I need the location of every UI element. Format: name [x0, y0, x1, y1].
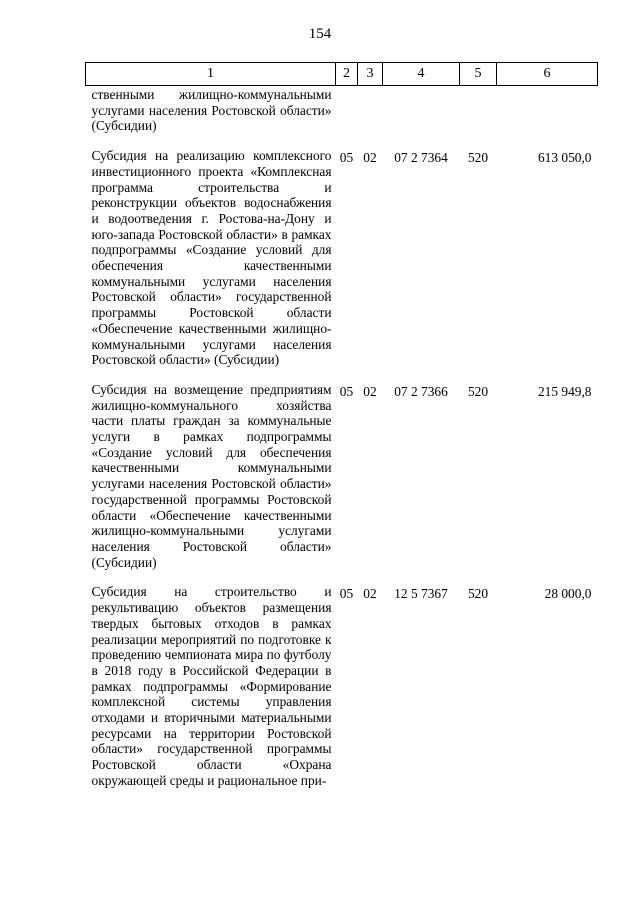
header-col-6: 6 — [497, 63, 598, 86]
row-subsection: 02 — [363, 150, 377, 166]
row-section: 05 — [339, 150, 354, 166]
row-expense-type: 520 — [467, 383, 489, 399]
header-row — [86, 63, 598, 86]
row-amount: 215 949,8 — [537, 383, 592, 399]
row-expense-type — [460, 86, 497, 148]
row-amount — [497, 86, 598, 148]
row-amount: 613 050,0 — [537, 150, 592, 166]
table-header — [86, 63, 598, 86]
row-description: Субсидия на возмещение предприятиям жилищно-коммунального хозяйства части платы граждан за коммунальные услуги в рамках подпрограммы «Создание условий для обеспечения качественными коммунальными услугами населения Ростовской области» государственной программы Ростовской области «Обеспечение качественными жилищно-коммунальными услугами населения Ростовской области» (Субсидии) — [91, 381, 332, 570]
table-row — [86, 86, 598, 148]
table-row — [86, 381, 598, 583]
header-col-2: 2 — [336, 63, 358, 86]
row-subsection — [358, 86, 383, 148]
row-amount: 28 000,0 — [544, 586, 592, 602]
row-expense-type: 520 — [467, 586, 489, 602]
row-section — [336, 86, 358, 148]
row-section: 05 — [339, 383, 354, 399]
row-expense-type: 520 — [467, 150, 489, 166]
table-row — [86, 583, 598, 788]
table-body — [86, 86, 598, 789]
page-number: 154 — [308, 26, 332, 42]
row-section: 05 — [339, 586, 354, 602]
header-col-4: 4 — [383, 63, 460, 86]
row-target-article: 12 5 7367 — [394, 586, 448, 602]
table-row — [86, 147, 598, 381]
budget-table — [85, 62, 598, 789]
row-target-article: 07 2 7364 — [394, 150, 448, 166]
row-subsection: 02 — [363, 383, 377, 399]
row-subsection: 02 — [363, 586, 377, 602]
row-description: Субсидия на реализацию комплексного инвестиционного проекта «Комплексная программа строительства и реконструкции объектов водоснабжения и водоотведения г. Ростова-на-Дону и юго-запада Ростовской области» в рамках подпрограммы «Создание условий для обеспечения качественными коммунальными услугами населения Ростовской области» государственной программы Ростовской области «Обеспечение качественными жилищно-коммунальными услугами населения Ростовской области» (Субсидии) — [91, 148, 332, 368]
row-target-article: 07 2 7366 — [394, 383, 448, 399]
row-description: Субсидия на строительство и рекультивацию объектов размещения твердых бытовых отходов в рамках реализации мероприятий по подготовке к проведению чемпионата мира по футболу в 2018 году в Российской Федерации в рамках подпрограммы «Формирование комплексной системы управления отходами и вторичными материальными ресурсами на территории Ростовской области» государственной программы Ростовской области «Охрана окружающей среды и рациональное при- — [91, 584, 332, 788]
header-col-5: 5 — [460, 63, 497, 86]
header-col-1: 1 — [86, 63, 336, 86]
row-target-article — [383, 86, 460, 148]
header-col-3: 3 — [358, 63, 383, 86]
row-description: ственными жилищно-коммунальными услугами населения Ростовской области» (Субсидии) — [91, 87, 332, 134]
